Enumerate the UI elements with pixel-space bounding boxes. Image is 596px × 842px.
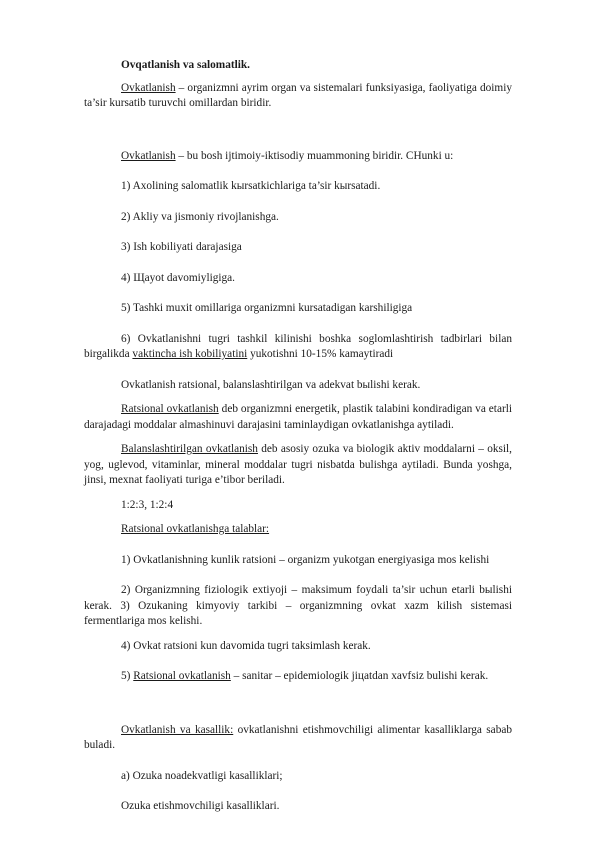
paragraph-balanced bbox=[84, 442, 512, 489]
list-item: a) Ozuka noadekvatligi kasalliklari; bbox=[121, 769, 283, 782]
list-item: Ozuka etishmovchiligi kasalliklari. bbox=[121, 800, 280, 812]
text: 6) Ovkatlanishni tugri tashkil kilinishi boshka soglomlashtirish tadbirlari bilan birgalikda bbox=[84, 332, 512, 360]
text: ovkatlanishni etishmovchiligi alimentar kasalliklarga sabab buladi. bbox=[84, 723, 512, 751]
list-item: 4) Щayot davomiyligiga. bbox=[121, 271, 235, 284]
term: Ovkatlanish bbox=[121, 81, 176, 94]
list-item: 1) Ovkatlanishning kunlik ratsioni – organizm yukotgan energiyasiga mos kelishi bbox=[121, 553, 490, 566]
ratio-line: 1:2:3, 1:2:4 bbox=[121, 498, 174, 511]
list-item: 1) Axolining salomatlik kыrsatkichlariga ta’sir kыrsatadi. bbox=[121, 180, 381, 192]
text: – sanitar – epidemiologik jiцatdan xavfsiz bulishi kerak. bbox=[230, 670, 489, 682]
paragraph: Ovkatlanish ratsional, balanslashtirilgan va adekvat bыlishi kerak. bbox=[121, 378, 421, 391]
list-item: 2) Akliy va jismoniy rivojlanishga. bbox=[121, 210, 279, 223]
list-item: 4) Ovkat ratsioni kun davomida tugri taksimlash kerak. bbox=[121, 639, 371, 652]
list-item: 5) Tashki muxit omillariga organizmni kursatadigan karshiligiga bbox=[121, 302, 413, 314]
document-page bbox=[84, 58, 512, 815]
problem-text: – bu bosh ijtimoiy-iktisodiy muammoning biridir. CHunki u: bbox=[175, 149, 454, 162]
list-item: 2) Organizmning fiziologik extiyoji – maksimum foydali ta’sir uchun etarli bыlishi kerak. 3) Ozukaning kimyoviy tarkibi – organizmning ovkat xazm kilish sistemasi fermentlariga mos kelishi. bbox=[84, 584, 512, 627]
underlined-term: Ratsional ovkatlanish bbox=[133, 670, 231, 682]
text: yukotishni 10-15% kamaytiradi bbox=[247, 348, 394, 360]
requirements-heading: Ratsional ovkatlanishga talablar: bbox=[121, 523, 270, 535]
list-item: 3) Ish kobiliyati darajasiga bbox=[121, 241, 242, 253]
page-title: Ovqatlanish va salomatlik. bbox=[121, 59, 250, 71]
paragraph-definition bbox=[84, 81, 512, 112]
paragraph-problem bbox=[84, 149, 512, 165]
term: Balanslashtirilgan ovkatlanish bbox=[121, 443, 258, 455]
text: deb organizmni energetik, plastik talabini kondiradigan va etarli darajadagi moddalar almashinuvi darajasini taminlaydigan ovkatlanishga aytiladi. bbox=[84, 403, 512, 431]
list-item bbox=[84, 669, 512, 685]
paragraph-disease bbox=[84, 723, 512, 754]
text: 5) bbox=[121, 670, 134, 682]
underlined-term: vaktincha ish kobiliyatini bbox=[132, 348, 248, 360]
text: deb asosiy ozuka va biologik aktiv moddalarni – oksil, yog, uglevod, vitaminlar, mineral moddalar tugri nisbatda bulishga aytiladi. Bunda yoshga, jinsi, mexnat faoliyati turiga e’tibor beriladi. bbox=[84, 443, 513, 486]
definition-text: – organizmni ayrim organ va sistemalari funksiyasiga, faoliyatiga doimiy ta’sir kursatib turuvchi omillardan biridir. bbox=[84, 81, 512, 109]
term: Ratsional ovkatlanish bbox=[121, 403, 219, 415]
list-item bbox=[84, 332, 512, 363]
term: Ovkatlanish bbox=[121, 149, 176, 162]
paragraph-rational bbox=[84, 402, 512, 433]
term: Ovkatlanish va kasallik: bbox=[121, 723, 234, 736]
